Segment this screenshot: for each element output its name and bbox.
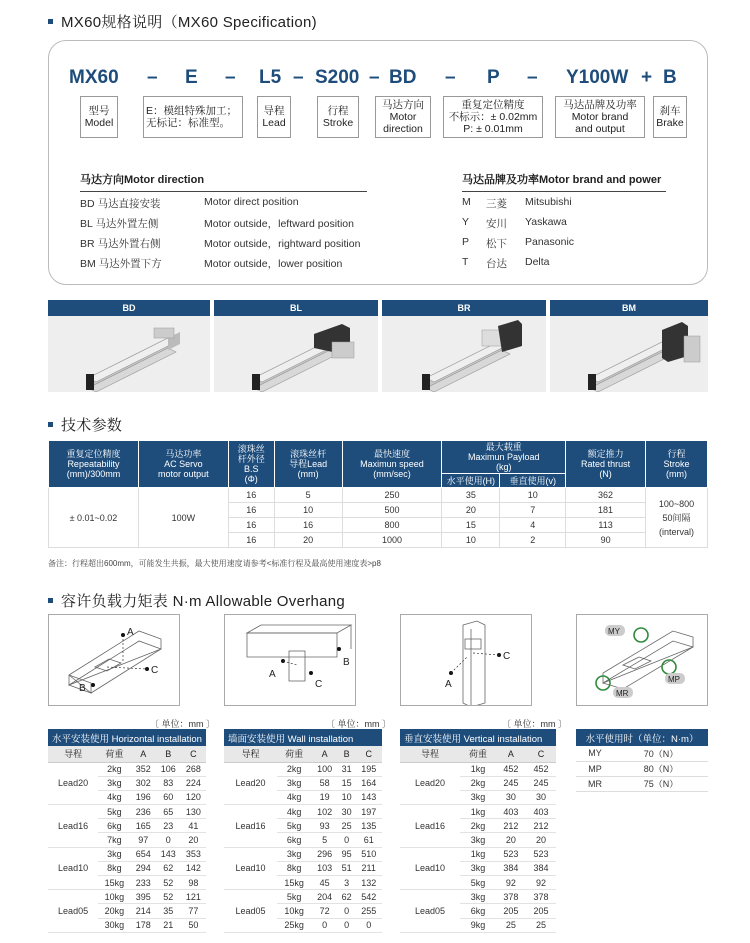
- cell: 10kg: [277, 904, 311, 918]
- cell: 23: [156, 819, 181, 833]
- cell: 362: [566, 488, 646, 503]
- cell: 4kg: [277, 790, 311, 804]
- cell: 20: [496, 833, 526, 847]
- cell: 103: [311, 861, 337, 875]
- cell: 1kg: [460, 847, 496, 861]
- cell: 77: [181, 904, 206, 918]
- cell: MY: [576, 746, 614, 761]
- cell: 205: [526, 904, 556, 918]
- table-row: [224, 847, 382, 861]
- direction-code: BL 马达外置左侧: [80, 218, 159, 230]
- cell: 6kg: [460, 904, 496, 918]
- cell: 4kg: [98, 790, 131, 804]
- cell: 195: [355, 762, 382, 776]
- cell: 135: [355, 819, 382, 833]
- box-stroke: 行程 Stroke: [317, 96, 359, 138]
- cell: 5kg: [460, 876, 496, 890]
- label-mr: MR: [616, 689, 629, 698]
- th-payload: 最大载重 Maximun Payload (kg): [442, 441, 566, 474]
- cell: 51: [338, 861, 356, 875]
- table-caption: 水平安装使用 Horizontal installation: [48, 729, 206, 746]
- cell: 0: [338, 918, 356, 932]
- cell: 452: [496, 762, 526, 776]
- column-header: 导程: [224, 746, 277, 762]
- cell: 15kg: [277, 876, 311, 890]
- cell: 16: [274, 518, 342, 533]
- box-direction: 马达方向 Motor direction: [375, 96, 431, 138]
- th-payload-v: 垂直使用(v): [500, 474, 566, 488]
- cell: 3kg: [277, 776, 311, 790]
- cell: 3kg: [460, 833, 496, 847]
- cell: 16: [228, 533, 274, 548]
- cell: 30kg: [98, 918, 131, 932]
- cell: 20: [274, 533, 342, 548]
- cell: 403: [526, 805, 556, 819]
- label-a: A: [445, 679, 452, 690]
- table-row: [400, 847, 556, 861]
- lead-cell: Lead20: [400, 762, 460, 805]
- brand-code: P: [462, 236, 470, 248]
- label-mp: MP: [668, 675, 680, 684]
- cell: 654: [131, 847, 156, 861]
- diagram-moment: [576, 614, 708, 706]
- diagram-wall: [224, 614, 356, 706]
- column-header: C: [355, 746, 382, 762]
- code-direction: BD: [389, 67, 417, 88]
- brand-code: T: [462, 256, 469, 268]
- cell: 2: [500, 533, 566, 548]
- lead-cell: Lead16: [400, 805, 460, 848]
- lead-cell: Lead20: [224, 762, 277, 805]
- cell: 204: [311, 890, 337, 904]
- column-header: C: [526, 746, 556, 762]
- brand-zh: 松下: [486, 238, 507, 250]
- cell: 10kg: [98, 890, 131, 904]
- box-model: 型号 Model: [80, 96, 118, 138]
- tech-section-title: 技术参数: [48, 414, 122, 435]
- motor-value: 100W: [138, 488, 228, 548]
- cell: 214: [131, 904, 156, 918]
- cell: 523: [496, 847, 526, 861]
- cell: 3kg: [98, 847, 131, 861]
- cell: 90: [566, 533, 646, 548]
- cell: 21: [156, 918, 181, 932]
- cell: 20: [526, 833, 556, 847]
- cell: 523: [526, 847, 556, 861]
- column-header: 荷重: [98, 746, 131, 762]
- cell: 65: [156, 805, 181, 819]
- label-c: C: [315, 679, 323, 690]
- cell: 353: [181, 847, 206, 861]
- cell: 384: [526, 861, 556, 875]
- th-payload-h: 水平使用(H): [442, 474, 500, 488]
- th-motor: 马达功率 AC Servo motor output: [138, 441, 228, 488]
- lead-cell: Lead05: [48, 890, 98, 933]
- overhang-section-title: 容许负载力矩表 N·m Allowable Overhang: [48, 590, 345, 611]
- column-header: A: [131, 746, 156, 762]
- repeat-value: ± 0.01~0.02: [49, 488, 139, 548]
- cell: 83: [156, 776, 181, 790]
- direction-desc: Motor outside，rightward position: [204, 238, 361, 250]
- cell: 3kg: [460, 890, 496, 904]
- code-dash: –: [147, 67, 158, 88]
- cell: 3: [338, 876, 356, 890]
- box-precision: 重复定位精度 不标示：± 0.02mm P: ± 0.01mm: [443, 96, 543, 138]
- cell: 10: [442, 533, 500, 548]
- box-motor: 马达品牌及功率 Motor brand and output: [555, 96, 645, 138]
- cell: 250: [342, 488, 442, 503]
- cell: 142: [181, 861, 206, 875]
- cell: 245: [526, 776, 556, 790]
- cell: 25: [496, 918, 526, 932]
- code-dash: –: [225, 67, 236, 88]
- image-bm: BM: [550, 300, 708, 392]
- cell: 8kg: [277, 861, 311, 875]
- table-row: [400, 762, 556, 776]
- cell: 2kg: [277, 762, 311, 776]
- direction-code: BR 马达外置右侧: [80, 238, 161, 250]
- moment-table: [576, 729, 708, 792]
- th-thrust: 额定推力 Rated thrust (N): [566, 441, 646, 488]
- column-header: 荷重: [277, 746, 311, 762]
- cell: 52: [156, 876, 181, 890]
- cell: 510: [355, 847, 382, 861]
- table-row: [48, 762, 206, 776]
- brand-zh: 三菱: [486, 198, 507, 210]
- cell: 10: [338, 790, 356, 804]
- cell: 233: [131, 876, 156, 890]
- cell: 15kg: [98, 876, 131, 890]
- cell: 70（N）: [614, 746, 708, 761]
- tech-note: 备注：行程超出600mm，可能发生共振，最大使用速度请参考<标准行程及最高使用速度表>p8: [48, 559, 381, 568]
- cell: 5: [274, 488, 342, 503]
- tech-table: [48, 440, 708, 548]
- cell: 97: [131, 833, 156, 847]
- spec-panel: [48, 40, 708, 285]
- cell: 61: [355, 833, 382, 847]
- cell: 92: [496, 876, 526, 890]
- cell: MR: [576, 776, 614, 791]
- lead-cell: Lead10: [400, 847, 460, 890]
- column-header: 荷重: [460, 746, 496, 762]
- cell: 0: [355, 918, 382, 932]
- code-dash: –: [445, 67, 456, 88]
- cell: 98: [181, 876, 206, 890]
- cell: 130: [181, 805, 206, 819]
- cell: 6kg: [277, 833, 311, 847]
- cell: 395: [131, 890, 156, 904]
- cell: 0: [311, 918, 337, 932]
- cell: 7: [500, 503, 566, 518]
- label-my: MY: [608, 627, 620, 636]
- wall-table: [224, 729, 382, 933]
- cell: 92: [526, 876, 556, 890]
- brand-title: 马达品牌及功率Motor brand and power: [462, 171, 666, 192]
- cell: 15: [338, 776, 356, 790]
- cell: 3kg: [98, 776, 131, 790]
- stroke-value: 100~800 50间隔 (interval): [646, 488, 708, 548]
- code-plus: +: [641, 67, 653, 88]
- cell: 113: [566, 518, 646, 533]
- cell: 41: [181, 819, 206, 833]
- table-row: [400, 805, 556, 819]
- cell: 20: [181, 833, 206, 847]
- unit-label: 〔 单位：mm 〕: [150, 719, 215, 729]
- cell: 10: [500, 488, 566, 503]
- cell: 3kg: [460, 861, 496, 875]
- column-header: 导程: [48, 746, 98, 762]
- cell: 384: [496, 861, 526, 875]
- column-header: B: [338, 746, 356, 762]
- spec-section-title: MX60规格说明（MX60 Specification): [48, 11, 317, 32]
- cell: 19: [311, 790, 337, 804]
- cell: 542: [355, 890, 382, 904]
- cell: 35: [156, 904, 181, 918]
- cell: 2kg: [98, 762, 131, 776]
- cell: 35: [442, 488, 500, 503]
- unit-label: 〔 单位：mm 〕: [502, 719, 567, 729]
- cell: 58: [311, 776, 337, 790]
- code-e: E: [185, 67, 198, 88]
- brand-en: Yaskawa: [525, 216, 567, 228]
- table-row: [224, 890, 382, 904]
- table-row: [400, 890, 556, 904]
- cell: 143: [156, 847, 181, 861]
- cell: 15: [442, 518, 500, 533]
- label-b: B: [343, 657, 350, 668]
- cell: 5kg: [98, 805, 131, 819]
- cell: 378: [526, 890, 556, 904]
- cell: 0: [338, 904, 356, 918]
- code-stroke: S200: [315, 67, 360, 88]
- lead-cell: Lead10: [48, 847, 98, 890]
- cell: 62: [338, 890, 356, 904]
- cell: 236: [131, 805, 156, 819]
- th-stroke: 行程 Stroke (mm): [646, 441, 708, 488]
- cell: 143: [355, 790, 382, 804]
- column-header: 导程: [400, 746, 460, 762]
- code-dash: –: [293, 67, 304, 88]
- cell: 20kg: [98, 904, 131, 918]
- cell: 255: [355, 904, 382, 918]
- column-header: A: [496, 746, 526, 762]
- cell: 378: [496, 890, 526, 904]
- table-row: [48, 805, 206, 819]
- cell: 181: [566, 503, 646, 518]
- label-a: A: [127, 627, 134, 638]
- direction-code: BD 马达直接安装: [80, 198, 161, 210]
- cell: MP: [576, 761, 614, 776]
- cell: 3kg: [460, 790, 496, 804]
- column-header: C: [181, 746, 206, 762]
- brand-en: Mitsubishi: [525, 196, 572, 208]
- cell: 211: [355, 861, 382, 875]
- cell: 0: [338, 833, 356, 847]
- cell: 352: [131, 762, 156, 776]
- lead-cell: Lead05: [400, 890, 460, 933]
- cell: 212: [526, 819, 556, 833]
- lead-cell: Lead05: [224, 890, 277, 933]
- cell: 4kg: [277, 805, 311, 819]
- cell: 52: [156, 890, 181, 904]
- cell: 500: [342, 503, 442, 518]
- box-e: E：模组特殊加工； 无标记：标准型。: [143, 96, 243, 138]
- table-row: [48, 890, 206, 904]
- table-row: [224, 805, 382, 819]
- direction-desc: Motor direct position: [204, 196, 299, 208]
- moment-caption: 水平使用时（单位：N·m）: [576, 729, 708, 746]
- cell: 302: [131, 776, 156, 790]
- cell: 132: [355, 876, 382, 890]
- brand-zh: 安川: [486, 218, 507, 230]
- code-precision: P: [487, 67, 500, 88]
- image-bd: BD: [48, 300, 210, 392]
- code-dash: –: [527, 67, 538, 88]
- cell: 196: [131, 790, 156, 804]
- cell: 6kg: [98, 819, 131, 833]
- cell: 75（N）: [614, 776, 708, 791]
- cell: 80（N）: [614, 761, 708, 776]
- cell: 8kg: [98, 861, 131, 875]
- direction-desc: Motor outside，lower position: [204, 258, 343, 270]
- box-brake: 刹车 Brake: [653, 96, 687, 138]
- cell: 178: [131, 918, 156, 932]
- direction-desc: Motor outside，leftward position: [204, 218, 354, 230]
- cell: 120: [181, 790, 206, 804]
- code-motor: Y100W: [566, 67, 629, 88]
- cell: 93: [311, 819, 337, 833]
- cell: 5: [311, 833, 337, 847]
- label-c: C: [151, 665, 159, 676]
- cell: 30: [496, 790, 526, 804]
- cell: 16: [228, 503, 274, 518]
- cell: 3kg: [277, 847, 311, 861]
- lead-cell: Lead16: [48, 805, 98, 848]
- cell: 403: [496, 805, 526, 819]
- motor-direction-images: [48, 300, 708, 392]
- th-speed: 最快速度 Maximun speed (mm/sec): [342, 441, 442, 488]
- brand-en: Panasonic: [525, 236, 575, 248]
- cell: 4: [500, 518, 566, 533]
- cell: 16: [228, 518, 274, 533]
- cell: 102: [311, 805, 337, 819]
- th-repeat: 重复定位精度 Repeatability (mm)/300mm: [49, 441, 139, 488]
- column-header: A: [311, 746, 337, 762]
- cell: 31: [338, 762, 356, 776]
- vertical-table: [400, 729, 556, 933]
- code-dash: –: [369, 67, 380, 88]
- cell: 2kg: [460, 819, 496, 833]
- cell: 800: [342, 518, 442, 533]
- column-header: B: [156, 746, 181, 762]
- cell: 2kg: [460, 776, 496, 790]
- image-br: BR: [382, 300, 546, 392]
- cell: 16: [228, 488, 274, 503]
- cell: 452: [526, 762, 556, 776]
- cell: 165: [131, 819, 156, 833]
- label-b: B: [79, 683, 86, 694]
- horizontal-table: [48, 729, 206, 933]
- label-c: C: [503, 651, 511, 662]
- cell: 100: [311, 762, 337, 776]
- cell: 197: [355, 805, 382, 819]
- cell: 60: [156, 790, 181, 804]
- cell: 95: [338, 847, 356, 861]
- cell: 245: [496, 776, 526, 790]
- code-model: MX60: [69, 67, 119, 88]
- lead-cell: Lead20: [48, 762, 98, 805]
- brand-code: Y: [462, 216, 470, 228]
- table-row: [48, 847, 206, 861]
- lead-cell: Lead10: [224, 847, 277, 890]
- cell: 5kg: [277, 819, 311, 833]
- cell: 72: [311, 904, 337, 918]
- cell: 45: [311, 876, 337, 890]
- image-bl: BL: [214, 300, 378, 392]
- cell: 62: [156, 861, 181, 875]
- cell: 0: [156, 833, 181, 847]
- code-lead: L5: [259, 67, 282, 88]
- box-lead: 导程 Lead: [257, 96, 291, 138]
- diagram-horizontal: [48, 614, 180, 706]
- unit-label: 〔 单位：mm 〕: [326, 719, 391, 729]
- cell: 205: [496, 904, 526, 918]
- cell: 106: [156, 762, 181, 776]
- th-lead: 滚珠丝杆 导程Lead (mm): [274, 441, 342, 488]
- cell: 224: [181, 776, 206, 790]
- table-caption: 墙面安装使用 Wall installation: [224, 729, 382, 746]
- cell: 1kg: [460, 762, 496, 776]
- brand-code: M: [462, 196, 471, 208]
- cell: 294: [131, 861, 156, 875]
- cell: 1kg: [460, 805, 496, 819]
- direction-code: BM 马达外置下方: [80, 258, 162, 270]
- cell: 268: [181, 762, 206, 776]
- cell: 50: [181, 918, 206, 932]
- cell: 121: [181, 890, 206, 904]
- table-caption: 垂直安装使用 Vertical installation: [400, 729, 556, 746]
- cell: 296: [311, 847, 337, 861]
- cell: 25: [526, 918, 556, 932]
- label-a: A: [269, 669, 276, 680]
- th-dia: 滚珠丝 杆外径 B.S (Φ): [228, 441, 274, 488]
- cell: 25kg: [277, 918, 311, 932]
- cell: 7kg: [98, 833, 131, 847]
- cell: 30: [338, 805, 356, 819]
- cell: 5kg: [277, 890, 311, 904]
- cell: 30: [526, 790, 556, 804]
- code-brake: B: [663, 67, 677, 88]
- cell: 10: [274, 503, 342, 518]
- lead-cell: Lead16: [224, 805, 277, 848]
- cell: 20: [442, 503, 500, 518]
- cell: 164: [355, 776, 382, 790]
- cell: 9kg: [460, 918, 496, 932]
- diagram-vertical: [400, 614, 532, 706]
- brand-en: Delta: [525, 256, 550, 268]
- brand-zh: 台达: [486, 258, 507, 270]
- cell: 1000: [342, 533, 442, 548]
- cell: 25: [338, 819, 356, 833]
- table-row: [224, 762, 382, 776]
- cell: 212: [496, 819, 526, 833]
- direction-title: 马达方向Motor direction: [80, 171, 367, 192]
